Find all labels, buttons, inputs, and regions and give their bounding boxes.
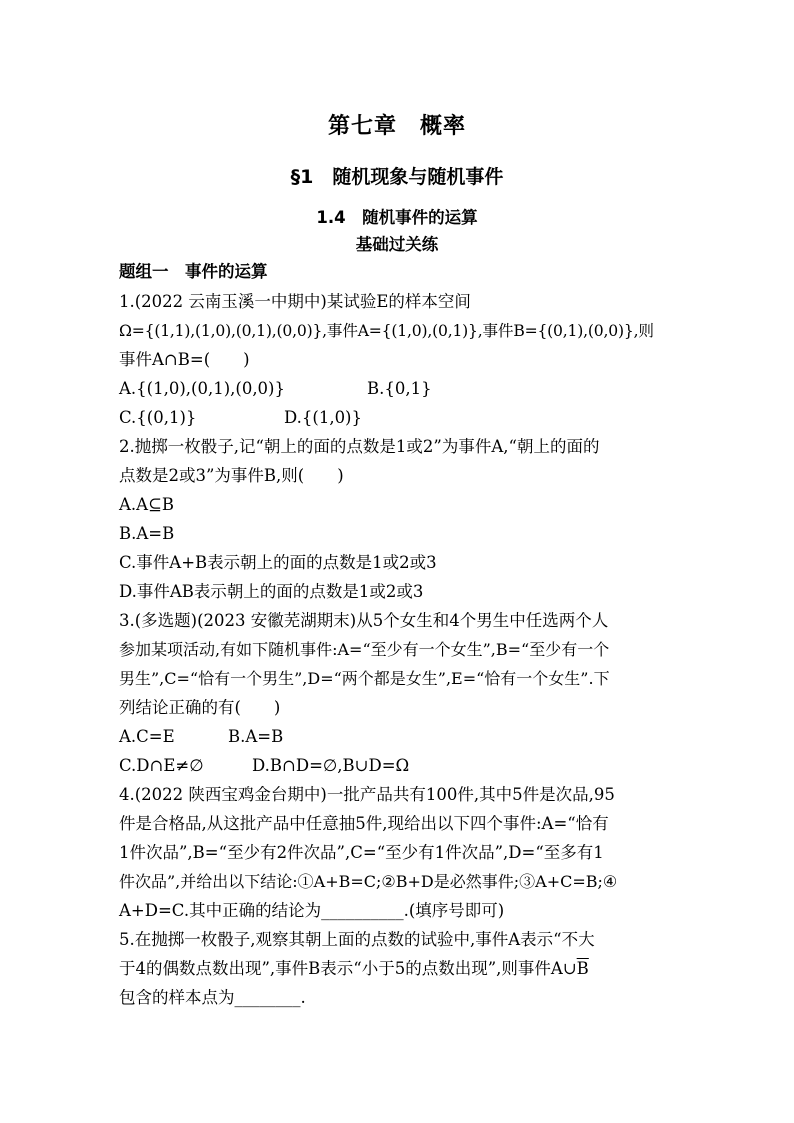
q3-line1: 3.(多选题)(2023 安徽芜湖期末)从5个女生和4个男生中任选两个人 bbox=[119, 611, 609, 630]
q4-line5: A+D=C.其中正确的结论为__________.(填序号即可) bbox=[119, 901, 505, 920]
q5-line2 bbox=[119, 959, 589, 979]
q1-option-d: D.{(1,0)} bbox=[284, 408, 362, 427]
q5-line1: 5.在抛掷一枚骰子,观察其朝上面的点数的试验中,事件A表示“不大 bbox=[119, 930, 595, 949]
q3-option-d: D.B∩D=∅,B∪D=Ω bbox=[252, 756, 410, 775]
level-title: 基础过关练 bbox=[355, 235, 439, 254]
q5-b-complement: $\overline{B}$ bbox=[576, 959, 589, 978]
q3-option-c: C.D∩E≠∅ bbox=[119, 756, 204, 775]
q2-option-d: D.事件AB表示朝上的面的点数是1或2或3 bbox=[119, 582, 424, 601]
q4-line4: 件次品”,并给出以下结论:①A+B=C;②B+D是必然事件;③A+C=B;④ bbox=[119, 872, 618, 891]
q1-line3: 事件A∩B=( ) bbox=[119, 350, 250, 369]
q2-line1: 2.抛掷一枚骰子,记“朝上的面的点数是1或2”为事件A,“朝上的面的 bbox=[119, 437, 600, 456]
chapter-title: 第七章 概率 bbox=[327, 114, 466, 139]
section-title: §1 随机现象与随机事件 bbox=[290, 166, 504, 188]
q1-option-c: C.{(0,1)} bbox=[119, 408, 197, 427]
q1-option-a: A.{(1,0),(0,1),(0,0)} bbox=[119, 379, 285, 398]
q2-option-c: C.事件A+B表示朝上的面的点数是1或2或3 bbox=[119, 553, 437, 572]
q4-line1: 4.(2022 陕西宝鸡金台期中)一批产品共有100件,其中5件是次品,95 bbox=[119, 785, 615, 804]
q5-line2-text: 于4的偶数点数出现”,事件B表示“小于5的点数出现”,则事件A∪ bbox=[119, 959, 577, 978]
q4-line3: 1件次品”,B=“至少有2件次品”,C=“至少有1件次品”,D=“至多有1 bbox=[119, 843, 604, 862]
q2-option-a: A.A⊆B bbox=[119, 495, 175, 514]
q2-option-b: B.A=B bbox=[119, 524, 175, 543]
q3-line2: 参加某项活动,有如下随机事件:A=“至少有一个女生”,B=“至少有一个 bbox=[119, 640, 610, 659]
group-title: 题组一 事件的运算 bbox=[119, 262, 268, 281]
q3-line3: 男生”,C=“恰有一个男生”,D=“两个都是女生”,E=“恰有一个女生”.下 bbox=[119, 669, 610, 688]
q5-line3: 包含的样本点为________. bbox=[119, 988, 306, 1007]
q2-line2: 点数是2或3”为事件B,则( ) bbox=[119, 466, 344, 485]
q3-option-b: B.A=B bbox=[228, 727, 284, 746]
subsection-title: 1.4 随机事件的运算 bbox=[316, 208, 478, 227]
q1-line1: 1.(2022 云南玉溪一中期中)某试验E的样本空间 bbox=[119, 292, 471, 311]
q1-line2: Ω={(1,1),(1,0),(0,1),(0,0)},事件A={(1,0),(0,1)},事件B={(0,1),(0,0)},则 bbox=[119, 322, 654, 340]
q4-line2: 件是合格品,从这批产品中任意抽5件,现给出以下四个事件:A=“恰有 bbox=[119, 814, 609, 833]
q1-option-b: B.{0,1} bbox=[367, 379, 432, 398]
q3-line4: 列结论正确的有( ) bbox=[119, 698, 281, 717]
q3-option-a: A.C=E bbox=[119, 727, 175, 746]
